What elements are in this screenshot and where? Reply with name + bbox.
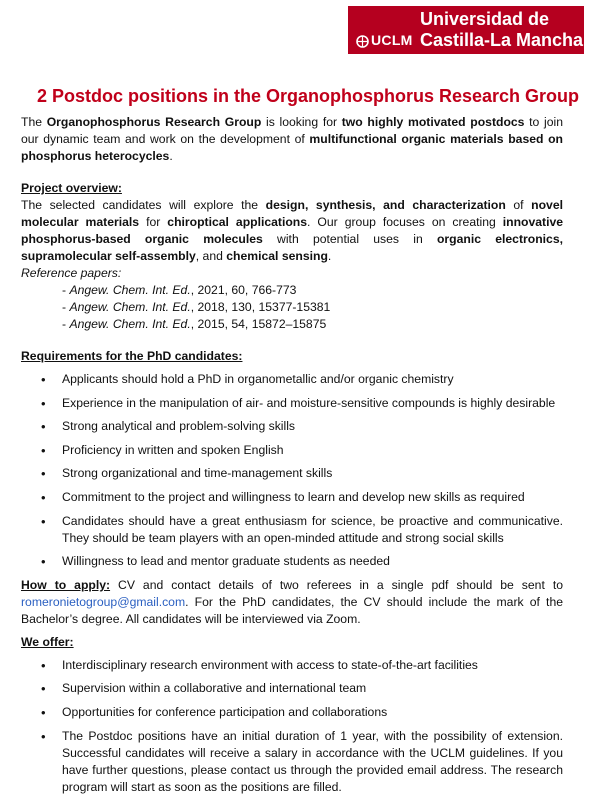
reference-details: , 2021, 60, 766-773 [190, 283, 297, 297]
page-title: 2 Postdoc positions in the Organophosphorus Research Group [36, 86, 580, 106]
overview-text: with potential uses in [262, 232, 437, 246]
overview-text: . [327, 249, 332, 263]
list-item: • Applicants should hold a PhD in organometallic and/or organic chemistry [21, 371, 563, 388]
document-body [21, 114, 563, 802]
list-item: • The Postdoc positions have an initial duration of 1 year, with the possibility of extension. Successful candidates will receive a salary in accordance with the UCLM guidelines. If you have further questions, please contact us through the provided email address. The research program will start as soon as the positions are filled. [21, 728, 563, 796]
intro-bold: two highly motivated postdocs [341, 115, 525, 129]
offer-list [21, 657, 563, 796]
apply-text: . For the PhD candidates, the CV should include the mark of the Bachelor’s degree. All candidates will be interviewed via Zoom. [21, 594, 563, 626]
intro-bold: multifunctional organic materials based on phosphorus heterocycles [21, 132, 563, 163]
list-item: • Interdisciplinary research environment with access to state-of-the-art facilities [21, 657, 563, 674]
reference-papers-label: Reference papers: [21, 266, 122, 280]
logo-abbreviation: UCLM [371, 32, 413, 48]
reference-details: , 2018, 130, 15377-15381 [190, 300, 331, 314]
overview-bold: organic electronics, supramolecular self-assembly [21, 232, 563, 263]
intro-bold: Organophosphorus Research Group [46, 115, 262, 129]
list-item: • Candidates should have a great enthusiasm for science, be proactive and communicative. They should be team players with an open-minded attitude and strong social skills [21, 513, 563, 547]
apply-text: CV and contact details of two referees in a single pdf should be sent to [110, 577, 563, 592]
overview-text: . Our group focuses on creating [307, 215, 503, 229]
intro-text: The [21, 115, 47, 129]
reference-journal: Angew. Chem. Int. Ed. [69, 317, 191, 331]
how-to-apply-heading: How to apply: [21, 577, 111, 592]
list-item: • Commitment to the project and willingness to learn and develop new skills as required [21, 489, 563, 506]
overview-bold: chiroptical applications [167, 215, 308, 229]
uclm-emblem-icon [356, 35, 369, 48]
we-offer-heading: We offer: [21, 634, 74, 649]
requirements-list [21, 371, 563, 570]
intro-text: is looking for [261, 115, 342, 129]
reference-details: , 2015, 54, 15872–15875 [190, 317, 327, 331]
list-item: • Strong organizational and time-management skills [21, 465, 563, 482]
intro-paragraph [21, 114, 563, 165]
university-logo [348, 6, 584, 54]
list-item: • Experience in the manipulation of air- and moisture-sensitive compounds is highly desirable [21, 395, 563, 412]
overview-paragraph [21, 197, 563, 265]
reference-item: - Angew. Chem. Int. Ed., 2015, 54, 15872–15875 [62, 317, 327, 331]
reference-list [21, 282, 563, 333]
contact-email-link[interactable]: romeronietogroup@gmail.com [21, 594, 186, 609]
university-name-line1: Universidad de [420, 9, 550, 29]
list-item: • Willingness to lead and mentor graduate students as needed [21, 553, 563, 570]
list-item: • Opportunities for conference participation and collaborations [21, 704, 563, 721]
overview-bold: innovative phosphorus-based organic molecules [21, 215, 564, 246]
reference-journal: Angew. Chem. Int. Ed. [69, 283, 191, 297]
overview-text: , and [195, 249, 227, 263]
reference-item: - Angew. Chem. Int. Ed., 2021, 60, 766-773 [62, 283, 297, 297]
overview-text: of [505, 198, 532, 212]
reference-item: - Angew. Chem. Int. Ed., 2018, 130, 15377-15381 [62, 300, 331, 314]
intro-text: . [169, 149, 173, 163]
university-name-line2: Castilla-La Mancha [420, 30, 584, 50]
overview-heading: Project overview: [21, 181, 122, 195]
intro-text: to join our dynamic team and work on the development of [21, 115, 563, 146]
list-item: • Strong analytical and problem-solving skills [21, 418, 563, 435]
overview-text: The selected candidates will explore the [21, 198, 266, 212]
overview-bold: chemical sensing [226, 249, 328, 263]
list-item: • Supervision within a collaborative and international team [21, 680, 563, 697]
overview-bold: novel molecular materials [21, 198, 563, 229]
reference-journal: Angew. Chem. Int. Ed. [69, 300, 191, 314]
list-item: • Proficiency in written and spoken English [21, 442, 563, 459]
overview-bold: design, synthesis, and characterization [265, 198, 506, 212]
requirements-heading: Requirements for the PhD candidates: [21, 349, 243, 363]
how-to-apply-paragraph [21, 577, 563, 628]
overview-text: for [139, 215, 168, 229]
